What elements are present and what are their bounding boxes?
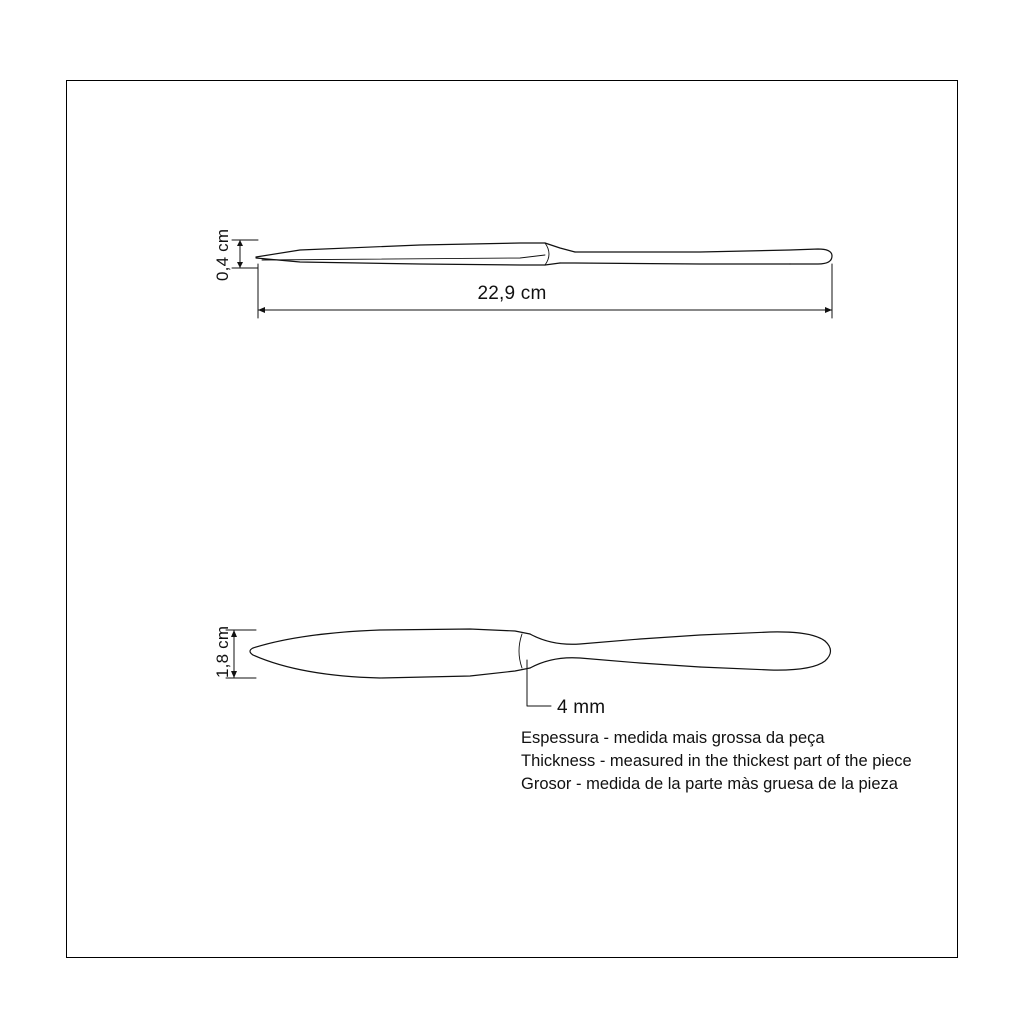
dimension-label-thickness: 4 mm	[557, 697, 606, 718]
caption-line-es: Grosor - medida de la parte màs gruesa de la pieza	[521, 775, 898, 793]
leader-thickness	[527, 660, 551, 706]
caption-line-en: Thickness - measured in the thickest part of the piece	[521, 752, 912, 770]
dimension-label-length: 22,9 cm	[477, 283, 547, 304]
dimension-height-top	[232, 240, 258, 268]
knife-top-view-outline	[250, 629, 831, 678]
knife-side-view-outline	[256, 243, 832, 265]
caption-block	[521, 727, 912, 796]
caption-line-pt: Espessura - medida mais grossa da peça	[521, 729, 825, 747]
dimension-label-height-side-view: 0,4 cm	[213, 228, 232, 281]
dimension-label-height-top-view: 1,8 cm	[213, 625, 232, 678]
